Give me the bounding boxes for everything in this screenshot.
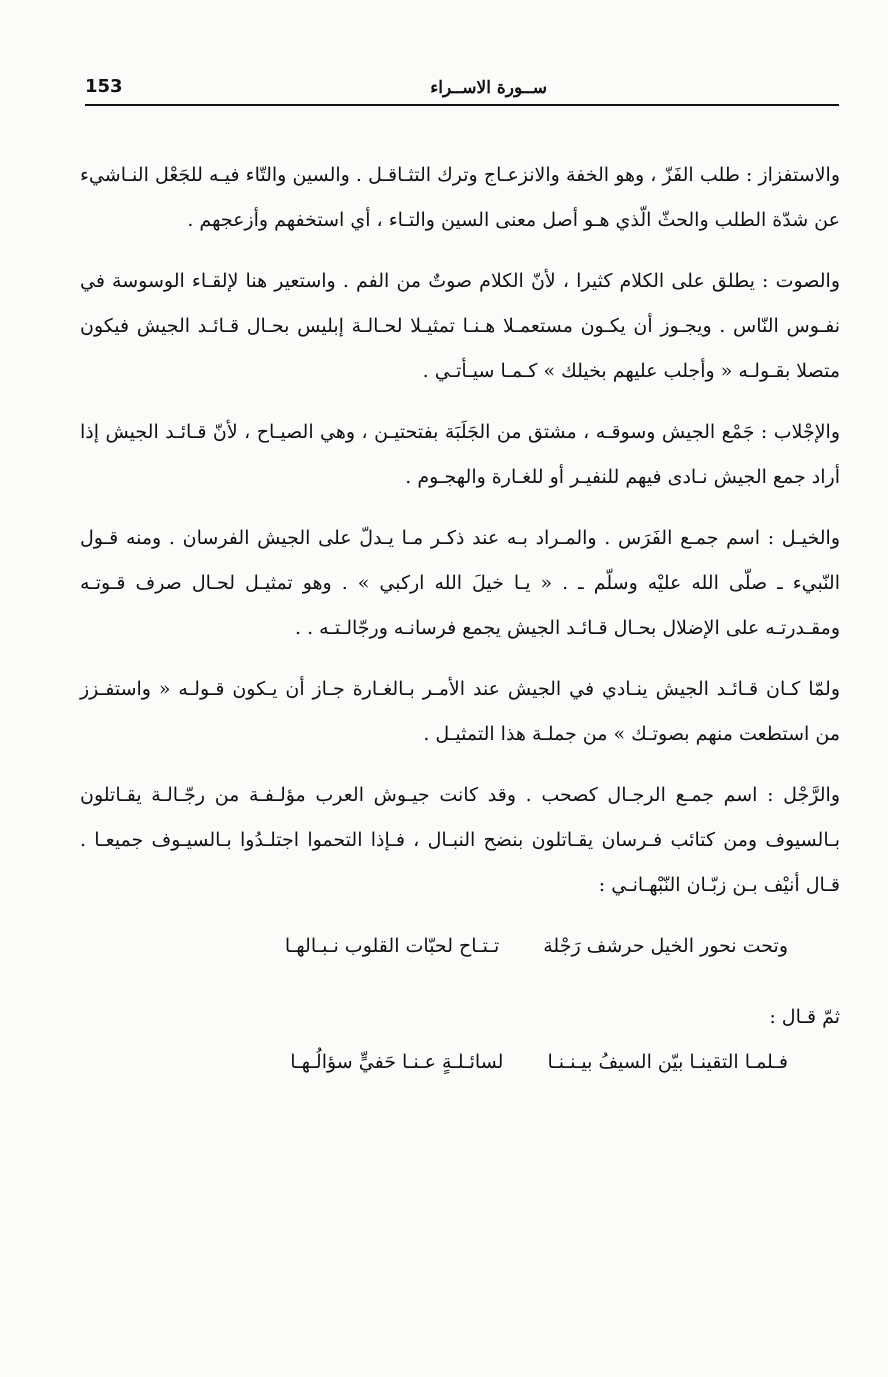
paragraph-text: ولمّا كـان قـائـد الجيش ينـادي في الجيش عند الأمـر بـالغـارة جـاز أن يـكون قـولـه « واستفـزز من استطعت منهم بصوتـك » من جملـة هذا التمثيـل . bbox=[80, 678, 840, 745]
paragraph-text: والاستفزاز : طلب الفَزّ ، وهو الخفة والانزعـاج وترك التثـاقـل . والسين والتّاء فيـه للجَعْل النـاشيء عن شدّة الطلب والحثّ الّذي هـو أصل معنى السين والتـاء ، أي استخفهم وأزعجهم . bbox=[80, 164, 840, 231]
verse-line bbox=[80, 1040, 840, 1085]
verse-hemistich-second: تـتـاح لحبّات القلوب نـبـالهـا bbox=[284, 935, 500, 957]
paragraph-text: والصوت : يطلق على الكلام كثيرا ، لأنّ الكلام صوتٌ من الفم . واستعير هنا لإلقـاء الوسوسة في نفـوس النّاس . ويجـوز أن يكـون مستعمـلا هـنـا تمثيـلا لحـالـة إبليس بحـال قـائـد الجيش فيكون متصلا بقـولـه « وأجلب عليهم بخيلك » كـمـا سيـأتـي . bbox=[80, 270, 840, 382]
poem-block bbox=[80, 924, 840, 1085]
paragraph-istifzaz bbox=[80, 153, 840, 243]
verse-hemistich-first: فـلمـا التقينـا بيّن السيفُ بيـنـنـا bbox=[547, 1051, 788, 1073]
page-number: 153 bbox=[85, 76, 123, 97]
paragraph-text: والإجْلاب : جَمْع الجيش وسوقـه ، مشتق من الجَلَبَة بفتحتيـن ، وهي الصيـاح ، لأنّ قـائـد الجيش إذا أراد جمع الجيش نـادى فيهم للنفيـر أو للغـارة والهجـوم . bbox=[80, 421, 840, 488]
paragraph-text: والخيـل : اسم جمـع الفَرَس . والمـراد بـه عند ذكـر مـا يـدلّ على الجيش الفرسان . ومنه قـول النّبيء ـ صلّى الله عليْه وسلّم ـ . « يـا خيلَ الله اركبي » . وهو تمثيـل لحـال صرف قـوتـه ومقـدرتـه على الإضلال بحـال قـائـد الجيش يجمع فرسانـه ورجّالـتـه . . bbox=[80, 527, 840, 639]
verse-hemistich-second: لسائـلـةٍ عـنـا حَفيٍّ سؤالُـهـا bbox=[290, 1051, 504, 1073]
paragraph-ijlab bbox=[80, 410, 840, 500]
paragraph-text: والرَّجْل : اسم جمـع الرجـال كصحب . وقد كانت جيـوش العرب مؤلـفـة من رجّـالـة يقـاتلون بـالسيوف ومن كتائب فـرسان يقـاتلون بنضح النبـال ، فـإذا التحموا اجتلـدُوا بـالسيـوف جميعـا . قـال أنيْف بـن زبّـان النّبْهـانـي : bbox=[80, 784, 840, 896]
running-title: ســورة الاســراء bbox=[430, 78, 547, 98]
paragraph-rajl bbox=[80, 773, 840, 908]
page-header bbox=[85, 72, 839, 106]
header-rule bbox=[85, 104, 839, 106]
page-body bbox=[80, 153, 840, 1085]
paragraph-sawt bbox=[80, 259, 840, 394]
verse-intro: ثمّ قـال : bbox=[769, 1006, 840, 1028]
verse-hemistich-first: وتحت نحور الخيل حرشف رَجْلة bbox=[543, 935, 788, 957]
paragraph-khayl bbox=[80, 516, 840, 651]
verse-line bbox=[80, 924, 840, 969]
paragraph-qaid-al-jaysh bbox=[80, 667, 840, 757]
